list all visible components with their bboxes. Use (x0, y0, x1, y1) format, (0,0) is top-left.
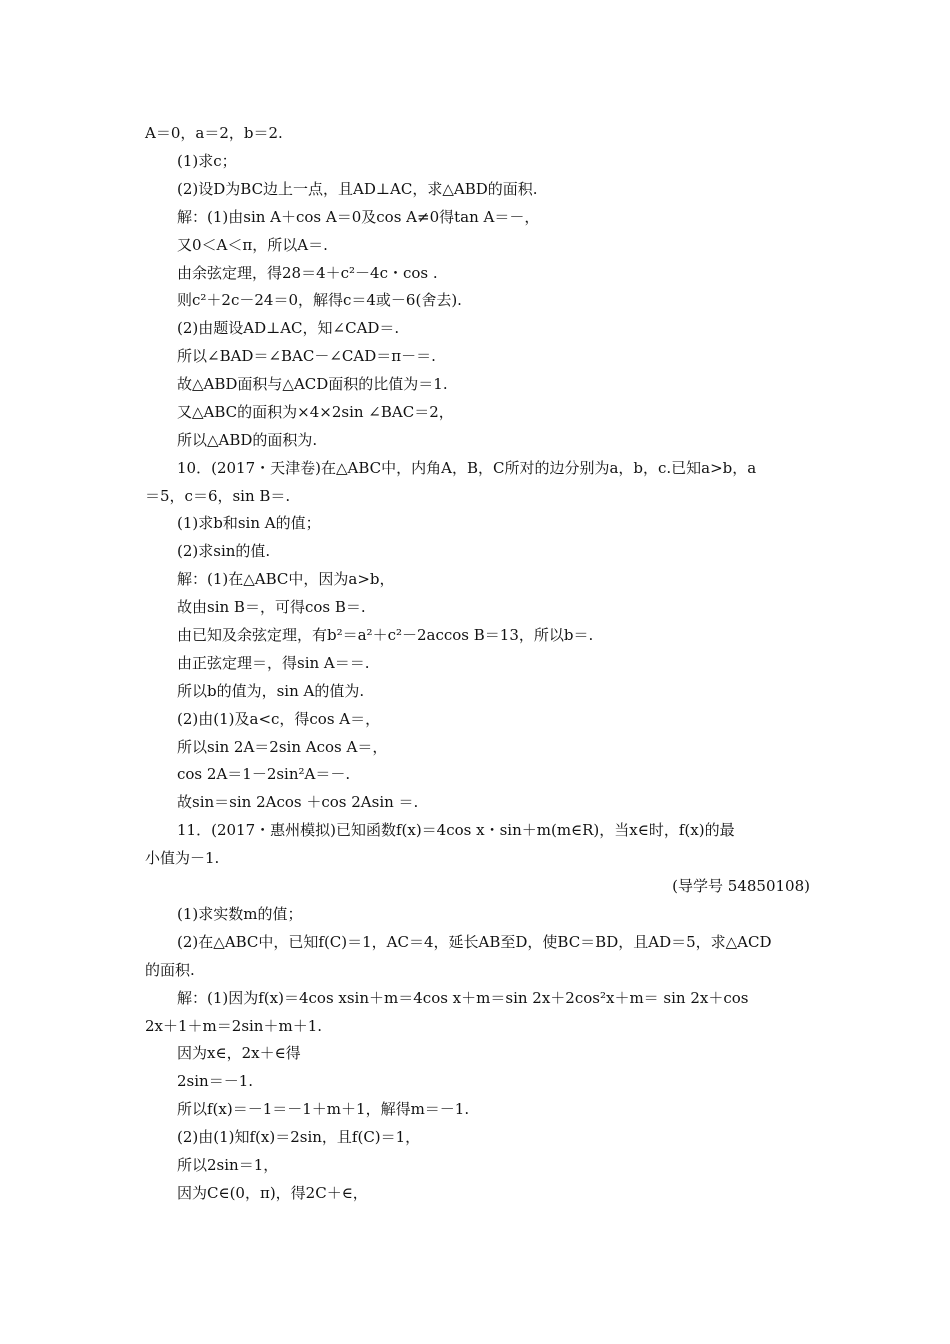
text-line: 2sin＝－1. (177, 1072, 254, 1090)
text-line: cos 2A＝1－2sin²A＝－. (177, 765, 351, 783)
reference-number: (导学号 54850108) (672, 877, 810, 895)
text-line: 所以b的值为，sin A的值为. (177, 682, 365, 700)
text-line: 所以2sin＝1， (177, 1156, 279, 1174)
text-line: A＝0，a＝2，b＝2. (145, 124, 283, 142)
text-line: 由已知及余弦定理，有b²＝a²＋c²－2accos B＝13，所以b＝. (177, 626, 594, 644)
text-line: (2)求sin的值. (177, 542, 271, 560)
text-line: 解：(1)因为f(x)＝4cos xsin＋m＝4cos x＋m＝sin 2x＋2cos²x＋m＝ sin 2x＋cos (177, 989, 749, 1007)
text-line: 因为C∈(0，π)，得2C＋∈， (177, 1184, 368, 1202)
text-line: 故sin＝sin 2Acos ＋cos 2Asin ＝. (177, 793, 419, 811)
text-line: 因为x∈，2x＋∈得 (177, 1044, 301, 1062)
text-line: 所以f(x)＝－1＝－1＋m＋1，解得m＝－1. (177, 1100, 470, 1118)
text-line: (1)求c； (177, 152, 237, 170)
text-line: 所以sin 2A＝2sin Acos A＝， (177, 738, 388, 756)
text-line: (2)由(1)知f(x)＝2sin，且f(C)＝1， (177, 1128, 421, 1146)
text-line: 则c²＋2c－24＝0，解得c＝4或－6(舍去). (177, 291, 462, 309)
text-line: (1)求b和sin A的值； (177, 514, 321, 532)
text-line: 又△ABC的面积为×4×2sin ∠BAC＝2， (177, 403, 454, 421)
text-line: 故由sin B＝，可得cos B＝. (177, 598, 366, 616)
text-line: 的面积. (145, 961, 195, 979)
text-line: 小值为－1. (145, 849, 220, 867)
text-line: 10．(2017・天津卷)在△ABC中，内角A，B，C所对的边分别为a，b，c.已知a>b，a (177, 459, 757, 477)
text-line: 解：(1)由sin A＋cos A＝0及cos A≠0得tan A＝－， (177, 208, 540, 226)
text-line: (2)由题设AD⊥AC，知∠CAD＝. (177, 319, 400, 337)
text-line: 由余弦定理，得28＝4＋c²－4c・cos . (177, 264, 438, 282)
text-line: 所以∠BAD＝∠BAC－∠CAD＝π－＝. (177, 347, 436, 365)
text-line: (2)在△ABC中，已知f(C)＝1，AC＝4，延长AB至D，使BC＝BD，且AD＝5，求△ACD (177, 933, 772, 951)
text-line: 2x＋1＋m＝2sin＋m＋1. (145, 1017, 323, 1035)
text-line: 11．(2017・惠州模拟)已知函数f(x)＝4cos x・sin＋m(m∈R)，当x∈时，f(x)的最 (177, 821, 735, 839)
text-line: (1)求实数m的值； (177, 905, 303, 923)
text-line: (2)设D为BC边上一点，且AD⊥AC，求△ABD的面积. (177, 180, 538, 198)
text-line: 由正弦定理＝，得sin A＝＝. (177, 654, 370, 672)
text-line: 所以△ABD的面积为. (177, 431, 318, 449)
text-line: (2)由(1)及a<c，得cos A＝， (177, 710, 381, 728)
text-line: 故△ABD面积与△ACD面积的比值为＝1. (177, 375, 448, 393)
text-line: ＝5，c＝6，sin B＝. (145, 487, 291, 505)
text-line: 又0＜A＜π，所以A＝. (177, 236, 328, 254)
text-line: 解：(1)在△ABC中，因为a>b， (177, 570, 395, 588)
